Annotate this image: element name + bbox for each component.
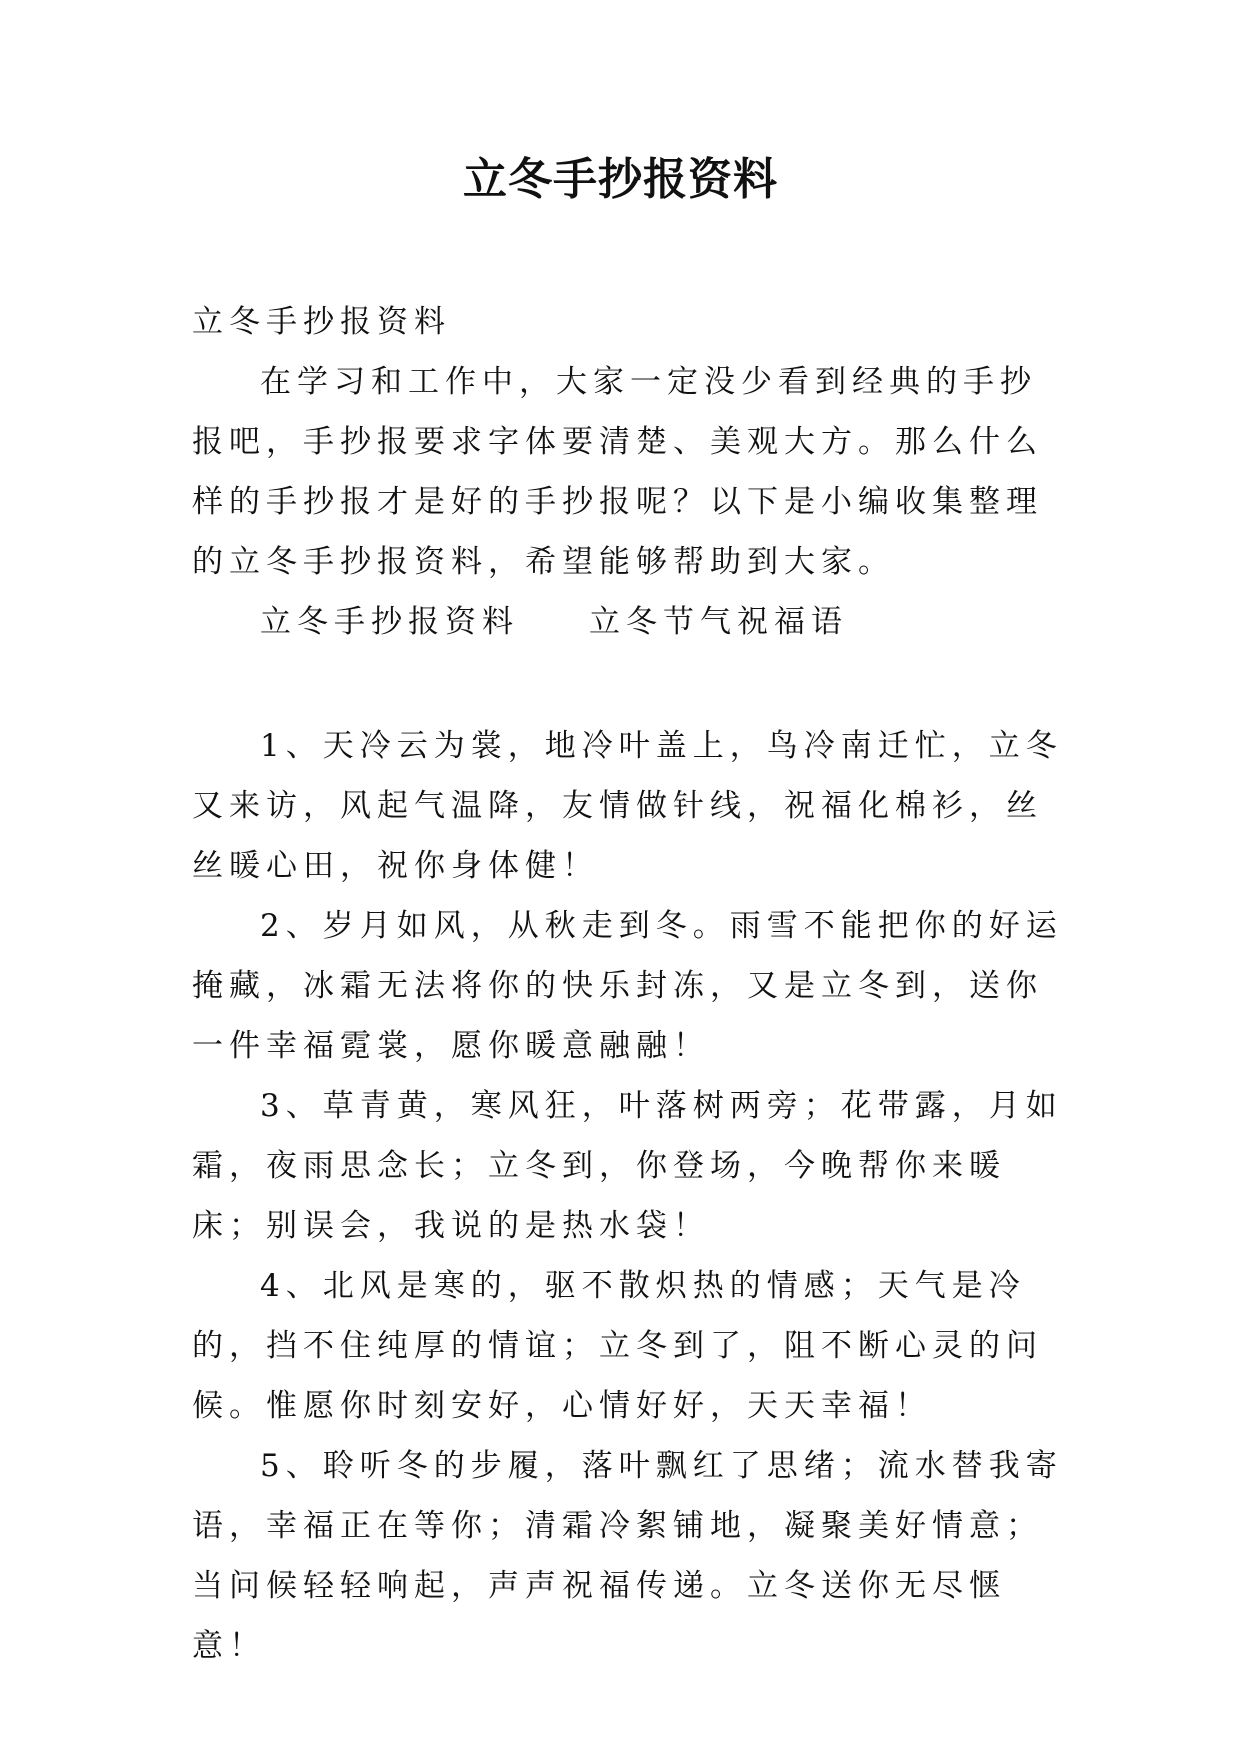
- list-item: 4、北风是寒的，驱不散炽热的情感；天气是冷的，挡不住纯厚的情谊；立冬到了，阻不断心灵的问候。惟愿你时刻安好，心情好好，天天幸福！: [192, 1268, 1043, 1424]
- page-title: 立冬手抄报资料: [463, 154, 778, 205]
- section-heading-right: 立冬节气祝福语: [589, 604, 848, 640]
- list-item: 1、天冷云为裳，地冷叶盖上，鸟冷南迁忙，立冬又来访，风起气温降，友情做针线，祝福化棉衫，丝丝暖心田，祝你身体健！: [192, 728, 1063, 884]
- intro-paragraph: 在学习和工作中，大家一定没少看到经典的手抄报吧，手抄报要求字体要清楚、美观大方。那么什么样的手抄报才是好的手抄报呢？以下是小编收集整理的立冬手抄报资料，希望能够帮助到大家。: [192, 364, 1043, 580]
- intro-heading: 立冬手抄报资料: [192, 304, 451, 340]
- section-spacer: [192, 652, 1072, 716]
- list-item: 3、草青黄，寒风狂，叶落树两旁；花带露，月如霜，夜雨思念长；立冬到，你登场，今晚帮你来暖床；别误会，我说的是热水袋！: [192, 1088, 1063, 1244]
- section-heading-left: 立冬手抄报资料: [260, 604, 519, 640]
- list-item: 5、聆听冬的步履，落叶飘红了思绪；流水替我寄语，幸福正在等你；清霜冷絮铺地，凝聚美好情意；当问候轻轻响起，声声祝福传递。立冬送你无尽惬意！: [192, 1448, 1063, 1664]
- document-body: [192, 292, 1072, 1676]
- list-item: 2、岁月如风，从秋走到冬。雨雪不能把你的好运掩藏，冰霜无法将你的快乐封冻，又是立冬到，送你一件幸福霓裳，愿你暖意融融！: [192, 908, 1063, 1064]
- section-heading-row: [192, 592, 1072, 652]
